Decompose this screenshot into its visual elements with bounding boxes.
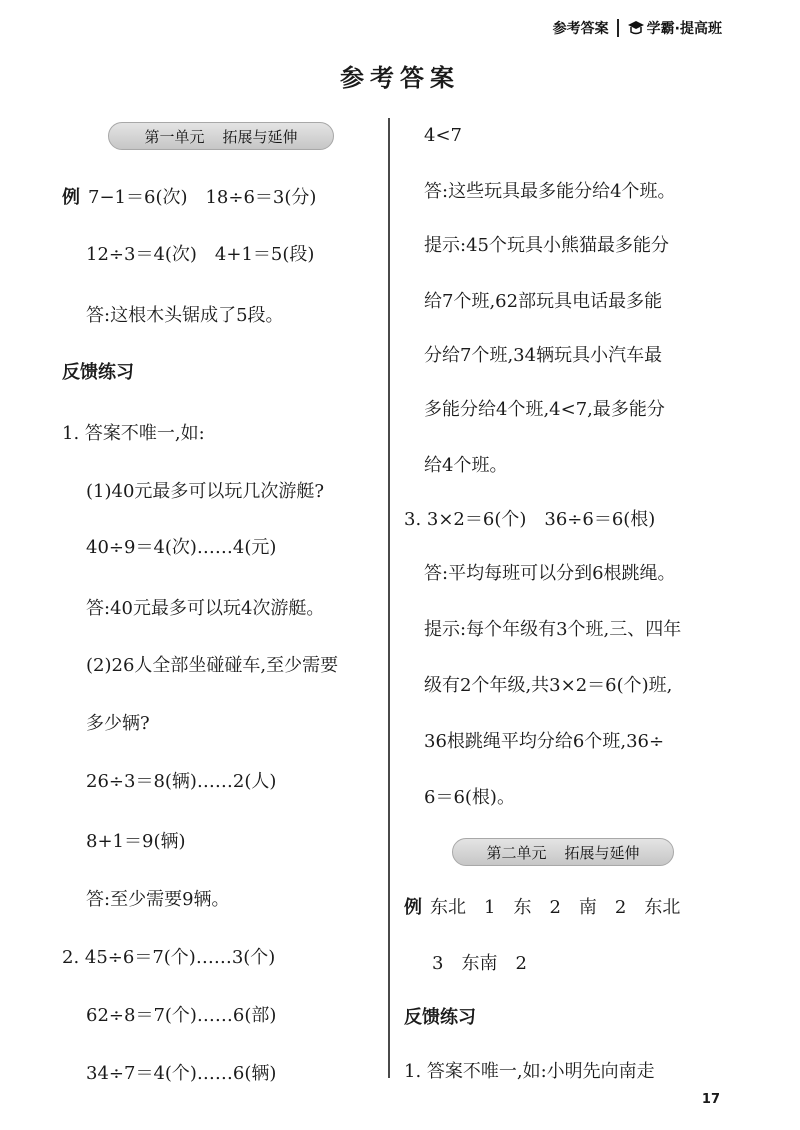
unit-one-label: 第一单元: [144, 127, 205, 146]
header-separator: [617, 19, 619, 37]
text-line: (1)40元最多可以玩几次游艇?: [86, 481, 325, 502]
text-line: 8+1＝9(辆): [86, 831, 186, 852]
example-line: [62, 186, 316, 210]
text-line: 34÷7＝4(个)……6(辆): [86, 1063, 277, 1084]
text-line: 26÷3＝8(辆)……2(人): [86, 771, 277, 792]
header-section: 参考答案: [552, 21, 609, 37]
answer-line: 答:至少需要9辆。: [86, 889, 230, 910]
text-line: 6＝6(根)。: [424, 787, 515, 808]
unit-two-topic: 拓展与延伸: [564, 843, 640, 862]
text-line: 4<7: [424, 125, 462, 146]
answer-line: 答:这根木头锯成了5段。: [86, 305, 284, 326]
hint-line: 提示:每个年级有3个班,三、四年: [424, 619, 682, 640]
text-line: 多少辆?: [86, 713, 150, 734]
text-line: 给7个班,62部玩具电话最多能: [424, 291, 663, 312]
question-line: 1. 答案不唯一,如:: [62, 423, 205, 444]
text-line: 3 东南 2: [432, 953, 527, 974]
section-heading: 反馈练习: [62, 362, 134, 383]
brand-name: 学霸·提高班: [646, 21, 722, 37]
question-line: 2. 45÷6＝7(个)……3(个): [62, 947, 276, 968]
question-line: 3. 3×2＝6(个) 36÷6＝6(根): [404, 509, 656, 530]
running-header: [553, 14, 722, 42]
answer-line: 答:平均每班可以分到6根跳绳。: [424, 563, 676, 584]
text-line: 级有2个年级,共3×2＝6(个)班,: [424, 675, 673, 696]
unit-two-label: 第二单元: [486, 843, 547, 862]
text-line: 36根跳绳平均分给6个班,36÷: [424, 731, 665, 752]
example-text: 东北 1 东 2 南 2 东北: [430, 897, 681, 918]
example-text: 7−1＝6(次) 18÷6＝3(分): [88, 187, 317, 208]
page-number: 17: [701, 1092, 720, 1107]
example-label: 例: [62, 187, 80, 208]
section-heading: 反馈练习: [404, 1007, 476, 1028]
page-title: 参考答案: [340, 64, 460, 92]
unit-one-topic: 拓展与延伸: [222, 127, 298, 146]
question-line: 1. 答案不唯一,如:小明先向南走: [404, 1061, 655, 1082]
answer-line: 答:这些玩具最多能分给4个班。: [424, 181, 676, 202]
example-line: [404, 896, 680, 920]
hint-line: 提示:45个玩具小熊猫最多能分: [424, 235, 669, 256]
unit-two-banner: [452, 838, 674, 866]
column-divider: [388, 118, 390, 1078]
unit-one-banner: [108, 122, 334, 150]
text-line: 12÷3＝4(次) 4+1＝5(段): [86, 244, 315, 265]
graduation-cap-icon: [627, 19, 645, 37]
text-line: 给4个班。: [424, 455, 508, 476]
answer-line: 答:40元最多可以玩4次游艇。: [86, 598, 325, 619]
text-line: 分给7个班,34辆玩具小汽车最: [424, 345, 663, 366]
text-line: 62÷8＝7(个)……6(部): [86, 1005, 277, 1026]
text-line: (2)26人全部坐碰碰车,至少需要: [86, 655, 339, 676]
example-label: 例: [404, 897, 422, 918]
text-line: 多能分给4个班,4<7,最多能分: [424, 399, 665, 420]
brand-logo: [627, 18, 722, 38]
text-line: 40÷9＝4(次)……4(元): [86, 537, 277, 558]
